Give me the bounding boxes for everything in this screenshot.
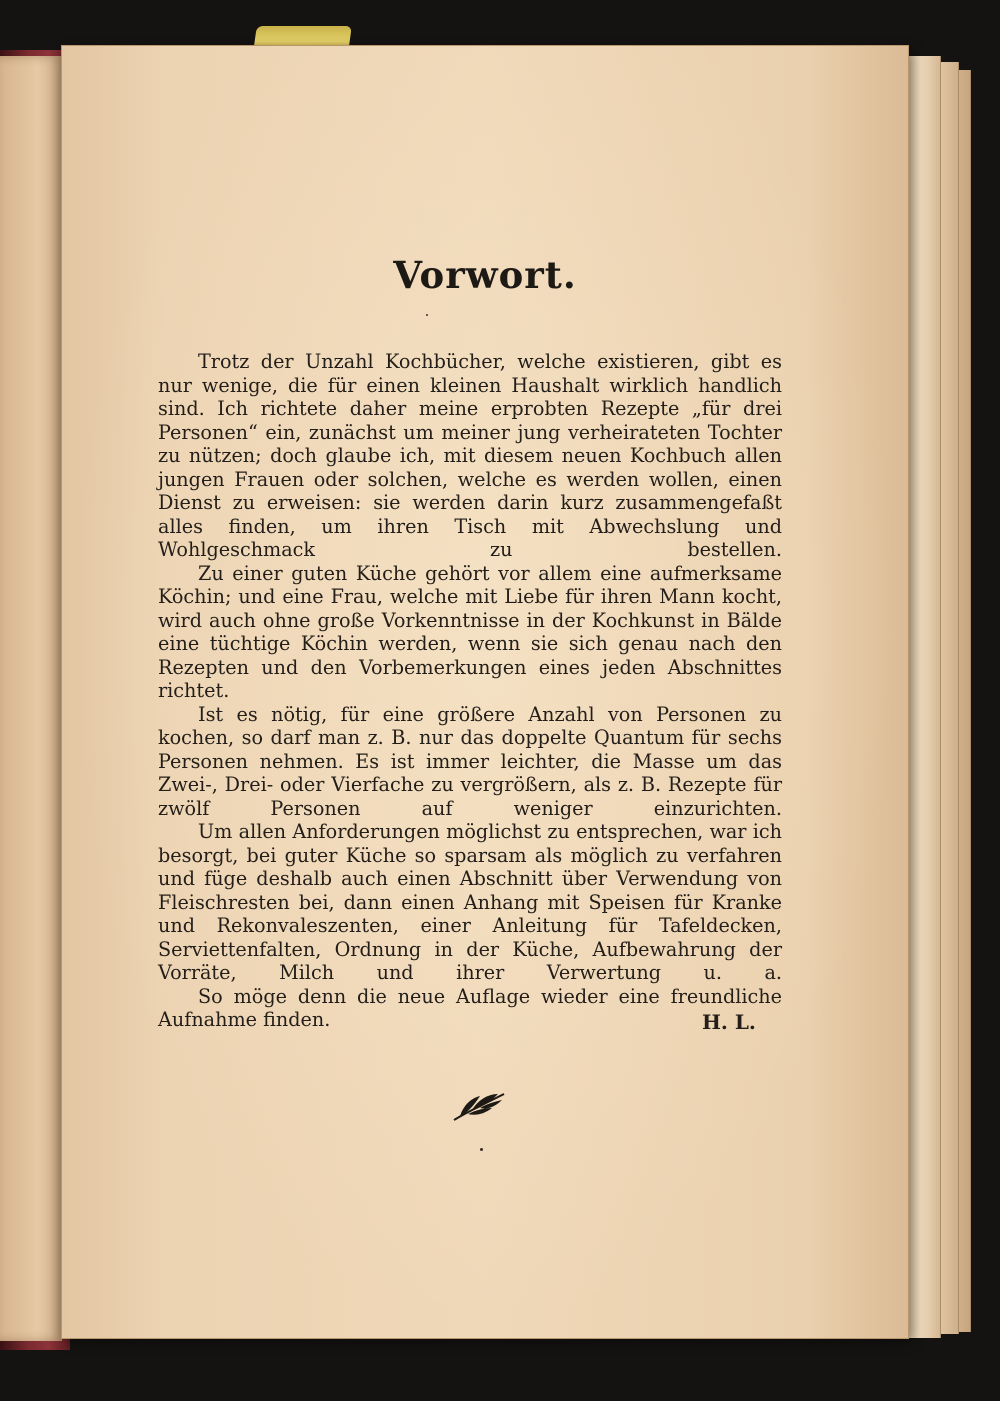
paragraph bbox=[158, 703, 782, 821]
paragraph bbox=[158, 820, 782, 985]
page-title: Vorwort. bbox=[393, 253, 577, 297]
left-page-edge bbox=[0, 56, 62, 1341]
paragraph-text: Ist es nötig, für eine größere Anzahl von Personen zu kochen, so darf man z. B. nur das doppelte Quantum für sechs Personen nehmen. Es ist immer leichter, die Masse um das Zwei-, Drei- oder Vierfache zu vergrößern, als z. B. Rezepte für zwölf Personen auf weniger einzurichten. bbox=[158, 702, 782, 820]
leaf-ornament-icon bbox=[450, 1090, 508, 1124]
paragraph bbox=[158, 985, 782, 1032]
paragraph bbox=[158, 562, 782, 703]
paragraph-text: Trotz der Unzahl Kochbücher, welche existieren, gibt es nur wenige, die für einen kleinen Haushalt wirklich handlich sind. Ich richtete daher meine erprobten Rezepte „für drei Personen“ ein, zunächst um meiner jung verheirateten Tochter zu nützen; doch glaube ich, mit diesem neuen Kochbuch allen jungen Frauen oder solchen, welche es werden wollen, einen Dienst zu erweisen: sie werden darin kurz zusammengefaßt alles finden, um ihren Tisch mit Abwechslung und Wohlgeschmack zu bestellen. bbox=[158, 350, 782, 561]
paragraph-text: So möge denn die neue Auflage wieder eine freundliche Aufnahme finden. bbox=[158, 984, 782, 1031]
author-signature: H. L. bbox=[702, 1010, 756, 1034]
paragraph-text: Um allen Anforderungen möglichst zu entsprechen, war ich besorgt, bei guter Küche so sparsam als möglich zu verfahren und füge deshalb auch einen Abschnitt über Verwendung von Fleischresten bei, dann einen Anhang mit Speisen für Kranke und Rekonvaleszenten, einer Anleitung für Tafeldecken, Serviettenfalten, Ordnung in der Küche, Aufbewahrung der Vorräte, Milch und ihrer Verwertung u. a. bbox=[158, 820, 782, 984]
ink-speck bbox=[480, 1148, 483, 1151]
ink-speck bbox=[426, 314, 428, 316]
paragraph bbox=[158, 350, 782, 562]
book-page bbox=[62, 46, 908, 1338]
paragraph-text: Zu einer guten Küche gehört vor allem eine aufmerksame Köchin; und eine Frau, welche mit Liebe für ihren Mann kocht, wird auch ohne große Vorkenntnisse in der Kochkunst in Bälde eine tüchtige Köchin werden, wenn sie sich genau nach den Rezepten und den Vorbemerkungen eines jeden Abschnittes richtet. bbox=[158, 561, 782, 702]
body-text bbox=[158, 350, 782, 1032]
